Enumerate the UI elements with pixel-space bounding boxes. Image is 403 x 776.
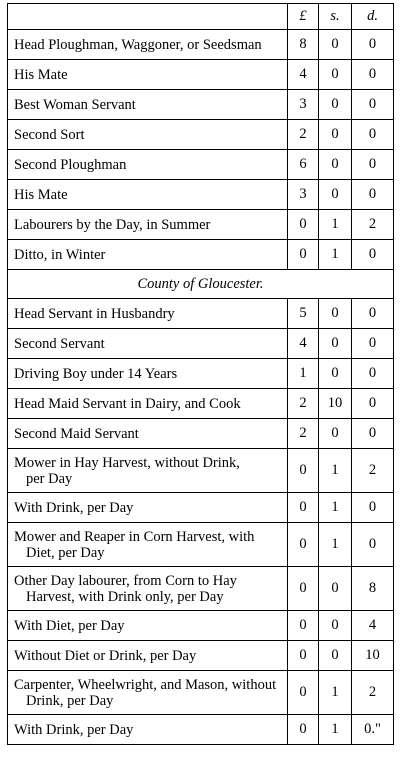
row-label xyxy=(8,567,288,611)
row-label: With Diet, per Day xyxy=(8,611,288,641)
shillings-cell: 0 xyxy=(319,150,352,180)
row-label-line2: Drink, per Day xyxy=(26,692,114,709)
shillings-cell: 0 xyxy=(319,299,352,329)
table-row xyxy=(8,389,394,419)
pounds-cell: 0 xyxy=(288,641,319,671)
row-label: Ditto, in Winter xyxy=(8,240,288,270)
table-row xyxy=(8,715,394,745)
row-label: With Drink, per Day xyxy=(8,715,288,745)
shillings-cell: 1 xyxy=(319,523,352,567)
pounds-cell: 5 xyxy=(288,299,319,329)
pounds-cell: 0 xyxy=(288,671,319,715)
table-row xyxy=(8,180,394,210)
pounds-cell: 8 xyxy=(288,30,319,60)
pence-cell: 0 xyxy=(352,240,394,270)
pence-cell: 0 xyxy=(352,389,394,419)
shillings-cell: 0 xyxy=(319,329,352,359)
pence-cell: 0 xyxy=(352,359,394,389)
shillings-cell: 0 xyxy=(319,611,352,641)
pounds-cell: 4 xyxy=(288,329,319,359)
row-label: Second Ploughman xyxy=(8,150,288,180)
table-row xyxy=(8,641,394,671)
table-row xyxy=(8,449,394,493)
shillings-cell: 1 xyxy=(319,493,352,523)
row-label: With Drink, per Day xyxy=(8,493,288,523)
pence-cell: 2 xyxy=(352,449,394,493)
pence-cell: 0 xyxy=(352,180,394,210)
row-label: Second Servant xyxy=(8,329,288,359)
table-row xyxy=(8,493,394,523)
pounds-cell: 2 xyxy=(288,419,319,449)
shillings-cell: 0 xyxy=(319,120,352,150)
row-label: Labourers by the Day, in Summer xyxy=(8,210,288,240)
pounds-cell: 3 xyxy=(288,90,319,120)
pence-cell: 0 xyxy=(352,150,394,180)
pence-cell: 0 xyxy=(352,30,394,60)
table-row xyxy=(8,329,394,359)
row-label: Best Woman Servant xyxy=(8,90,288,120)
pounds-cell: 0 xyxy=(288,493,319,523)
pence-cell: 0 xyxy=(352,329,394,359)
pounds-cell: 0 xyxy=(288,715,319,745)
shillings-cell: 10 xyxy=(319,389,352,419)
row-label: Head Maid Servant in Dairy, and Cook xyxy=(8,389,288,419)
header-pence: d. xyxy=(352,4,394,30)
table-row xyxy=(8,523,394,567)
wages-table xyxy=(7,3,394,745)
table-row xyxy=(8,359,394,389)
pence-cell: 0 xyxy=(352,419,394,449)
table-row xyxy=(8,611,394,641)
row-label: Second Sort xyxy=(8,120,288,150)
pence-cell: 2 xyxy=(352,671,394,715)
table-row xyxy=(8,150,394,180)
pounds-cell: 4 xyxy=(288,60,319,90)
pence-cell: 0 xyxy=(352,523,394,567)
section-row xyxy=(8,270,394,299)
table-row xyxy=(8,90,394,120)
pence-cell: 0 xyxy=(352,493,394,523)
table-row xyxy=(8,30,394,60)
pounds-cell: 0 xyxy=(288,567,319,611)
pence-cell: 0." xyxy=(352,715,394,745)
section-heading: County of Gloucester. xyxy=(8,270,394,299)
pounds-cell: 0 xyxy=(288,523,319,567)
header-row xyxy=(8,4,394,30)
shillings-cell: 0 xyxy=(319,60,352,90)
table-row xyxy=(8,210,394,240)
shillings-cell: 0 xyxy=(319,567,352,611)
shillings-cell: 0 xyxy=(319,30,352,60)
table-row xyxy=(8,120,394,150)
row-label: His Mate xyxy=(8,180,288,210)
row-label-line2: per Day xyxy=(26,470,73,487)
pence-cell: 0 xyxy=(352,90,394,120)
pounds-cell: 2 xyxy=(288,120,319,150)
header-label-cell xyxy=(8,4,288,30)
pence-cell: 10 xyxy=(352,641,394,671)
row-label: Without Diet or Drink, per Day xyxy=(8,641,288,671)
row-label-line1: Other Day labourer, from Corn to Hay xyxy=(14,572,237,589)
row-label-line2: Diet, per Day xyxy=(26,544,105,561)
pounds-cell: 6 xyxy=(288,150,319,180)
pence-cell: 0 xyxy=(352,120,394,150)
table-row xyxy=(8,240,394,270)
pounds-cell: 0 xyxy=(288,449,319,493)
pence-cell: 0 xyxy=(352,60,394,90)
pounds-cell: 3 xyxy=(288,180,319,210)
shillings-cell: 0 xyxy=(319,419,352,449)
row-label-line1: Carpenter, Wheelwright, and Mason, without xyxy=(14,676,277,693)
header-shillings: s. xyxy=(319,4,352,30)
pence-cell: 2 xyxy=(352,210,394,240)
table-row xyxy=(8,419,394,449)
row-label: Driving Boy under 14 Years xyxy=(8,359,288,389)
shillings-cell: 0 xyxy=(319,180,352,210)
row-label xyxy=(8,671,288,715)
shillings-cell: 0 xyxy=(319,90,352,120)
row-label: Second Maid Servant xyxy=(8,419,288,449)
table-row xyxy=(8,671,394,715)
table-row xyxy=(8,567,394,611)
pence-cell: 0 xyxy=(352,299,394,329)
row-label-line2: Harvest, with Drink only, per Day xyxy=(26,588,224,605)
shillings-cell: 0 xyxy=(319,359,352,389)
row-label-line1: Mower in Hay Harvest, without Drink, xyxy=(14,454,240,471)
shillings-cell: 1 xyxy=(319,671,352,715)
row-label xyxy=(8,449,288,493)
pounds-cell: 2 xyxy=(288,389,319,419)
pounds-cell: 1 xyxy=(288,359,319,389)
table-row xyxy=(8,60,394,90)
pounds-cell: 0 xyxy=(288,240,319,270)
pence-cell: 4 xyxy=(352,611,394,641)
table-row xyxy=(8,299,394,329)
row-label: Head Servant in Husbandry xyxy=(8,299,288,329)
row-label xyxy=(8,523,288,567)
shillings-cell: 1 xyxy=(319,240,352,270)
shillings-cell: 0 xyxy=(319,641,352,671)
row-label-line1: Mower and Reaper in Corn Harvest, with xyxy=(14,528,255,545)
row-label: His Mate xyxy=(8,60,288,90)
pence-cell: 8 xyxy=(352,567,394,611)
shillings-cell: 1 xyxy=(319,449,352,493)
pounds-cell: 0 xyxy=(288,611,319,641)
shillings-cell: 1 xyxy=(319,210,352,240)
pounds-cell: 0 xyxy=(288,210,319,240)
row-label: Head Ploughman, Waggoner, or Seedsman xyxy=(8,30,288,60)
header-pounds: £ xyxy=(288,4,319,30)
shillings-cell: 1 xyxy=(319,715,352,745)
